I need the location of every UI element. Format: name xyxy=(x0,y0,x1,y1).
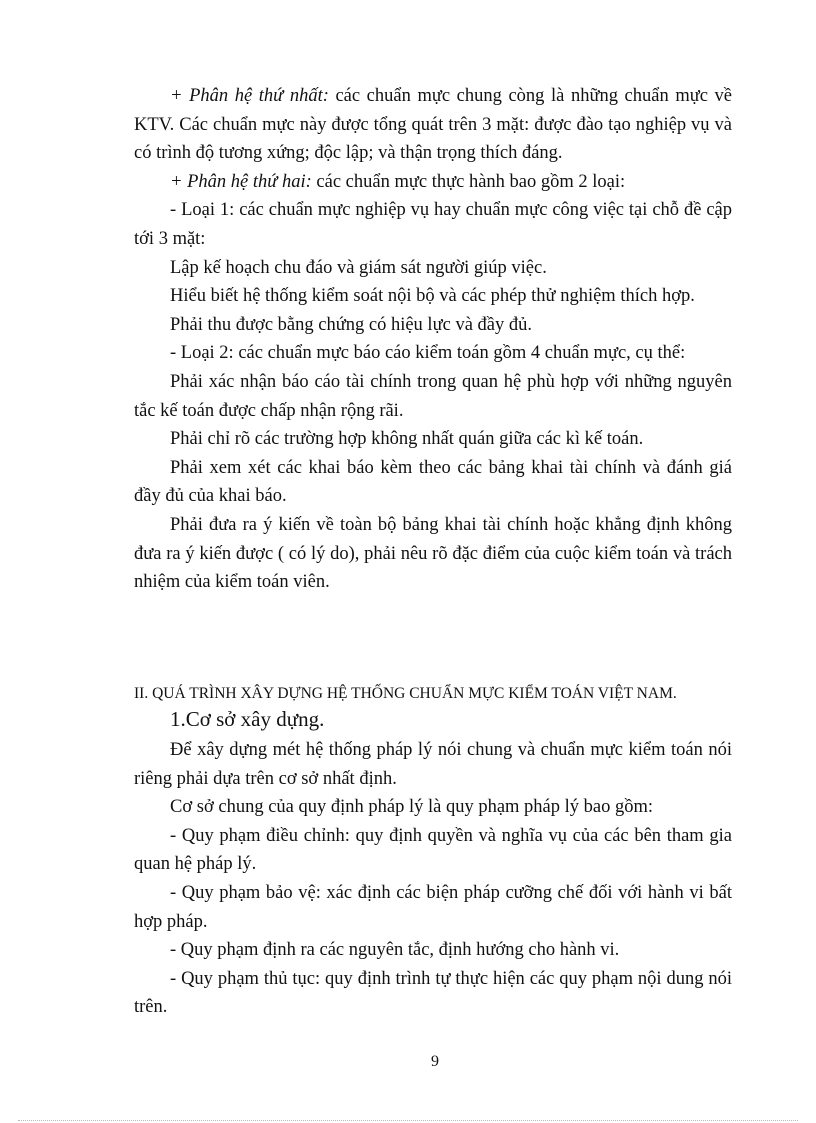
paragraph-basis-intro: Để xây dựng mét hệ thống pháp lý nói chung và chuẩn mực kiểm toán nói riêng phải dựa trên cơ sở nhất định. xyxy=(134,740,732,789)
subsystem-one-label: + Phân hệ thứ nhất: xyxy=(170,86,329,106)
paragraph-disclosures: Phải xem xét các khai báo kèm theo các bảng khai tài chính và đánh giá đầy đủ của khai báo. xyxy=(134,457,732,507)
paragraph-opinion: Phải đưa ra ý kiến về toàn bộ bảng khai tài chính hoặc khẳng định không đưa ra ý kiến được ( có lý do), phải nêu rõ đặc điểm của cuộc kiểm toán và trách nhiệm của kiểm toán viên. xyxy=(134,514,732,593)
paragraph-type-one: - Loại 1: các chuẩn mực nghiệp vụ hay chuẩn mực công việc tại chỗ đề cập tới 3 mặt: xyxy=(134,200,732,249)
paragraph-confirm-reports: Phải xác nhận báo cáo tài chính trong quan hệ phù hợp với những nguyên tắc kế toán được chấp nhận rộng rãi. xyxy=(134,371,732,421)
paragraph-regulating-norms: - Quy phạm điều chỉnh: quy định quyền và nghĩa vụ của các bên tham gia quan hệ pháp lý. xyxy=(134,825,732,875)
page-bottom-rule xyxy=(18,1120,798,1121)
section-2-body xyxy=(134,736,732,1022)
paragraph-subsystem-one xyxy=(134,82,732,168)
page-number: 9 xyxy=(431,1053,439,1070)
section-1-body xyxy=(134,82,732,597)
paragraph-principle-norms: - Quy phạm định ra các nguyên tắc, định hướng cho hành vi. xyxy=(170,940,620,961)
paragraph-subsystem-two xyxy=(134,168,732,197)
paragraph-procedural-norms: - Quy phạm thủ tục: quy định trình tự thực hiện các quy phạm nội dung nói trên. xyxy=(134,968,732,1018)
subsystem-one-text: các chuẩn mực chung còng là những chuẩn mực về KTV. Các chuẩn mực này được tổng quát trên 3 mặt: được đào tạo nghiệp vụ và có trình độ tương xứng; độc lập; và thận trọng thích đáng. xyxy=(134,86,732,164)
subsystem-two-text: các chuẩn mực thực hành bao gồm 2 loại: xyxy=(311,171,626,192)
paragraph-consistency: Phải chỉ rõ các trường hợp không nhất quán giữa các kì kế toán. xyxy=(170,429,644,450)
paragraph-type-two: - Loại 2: các chuẩn mực báo cáo kiểm toán gồm 4 chuẩn mực, cụ thể: xyxy=(170,343,686,364)
paragraph-internal-control: Hiểu biết hệ thống kiểm soát nội bộ và các phép thử nghiệm thích hợp. xyxy=(170,286,695,307)
paragraph-evidence: Phải thu được bằng chứng có hiệu lực và đầy đủ. xyxy=(170,314,532,335)
subsystem-two-label: + Phân hệ thứ hai: xyxy=(170,171,312,192)
section-2-heading: II. QUÁ TRÌNH XÂY DỰNG HỆ THỐNG CHUẨN MỰC KIỂM TOÁN VIỆT NAM. xyxy=(134,685,677,702)
paragraph-planning: Lập kế hoạch chu đáo và giám sát người giúp việc. xyxy=(170,257,547,278)
section-2-subheading: 1.Cơ sở xây dựng. xyxy=(170,707,325,731)
paragraph-protective-norms: - Quy phạm bảo vệ: xác định các biện pháp cưỡng chế đối với hành vi bất hợp pháp. xyxy=(134,882,732,932)
paragraph-legal-norms: Cơ sở chung của quy định pháp lý là quy phạm pháp lý bao gồm: xyxy=(170,797,654,818)
